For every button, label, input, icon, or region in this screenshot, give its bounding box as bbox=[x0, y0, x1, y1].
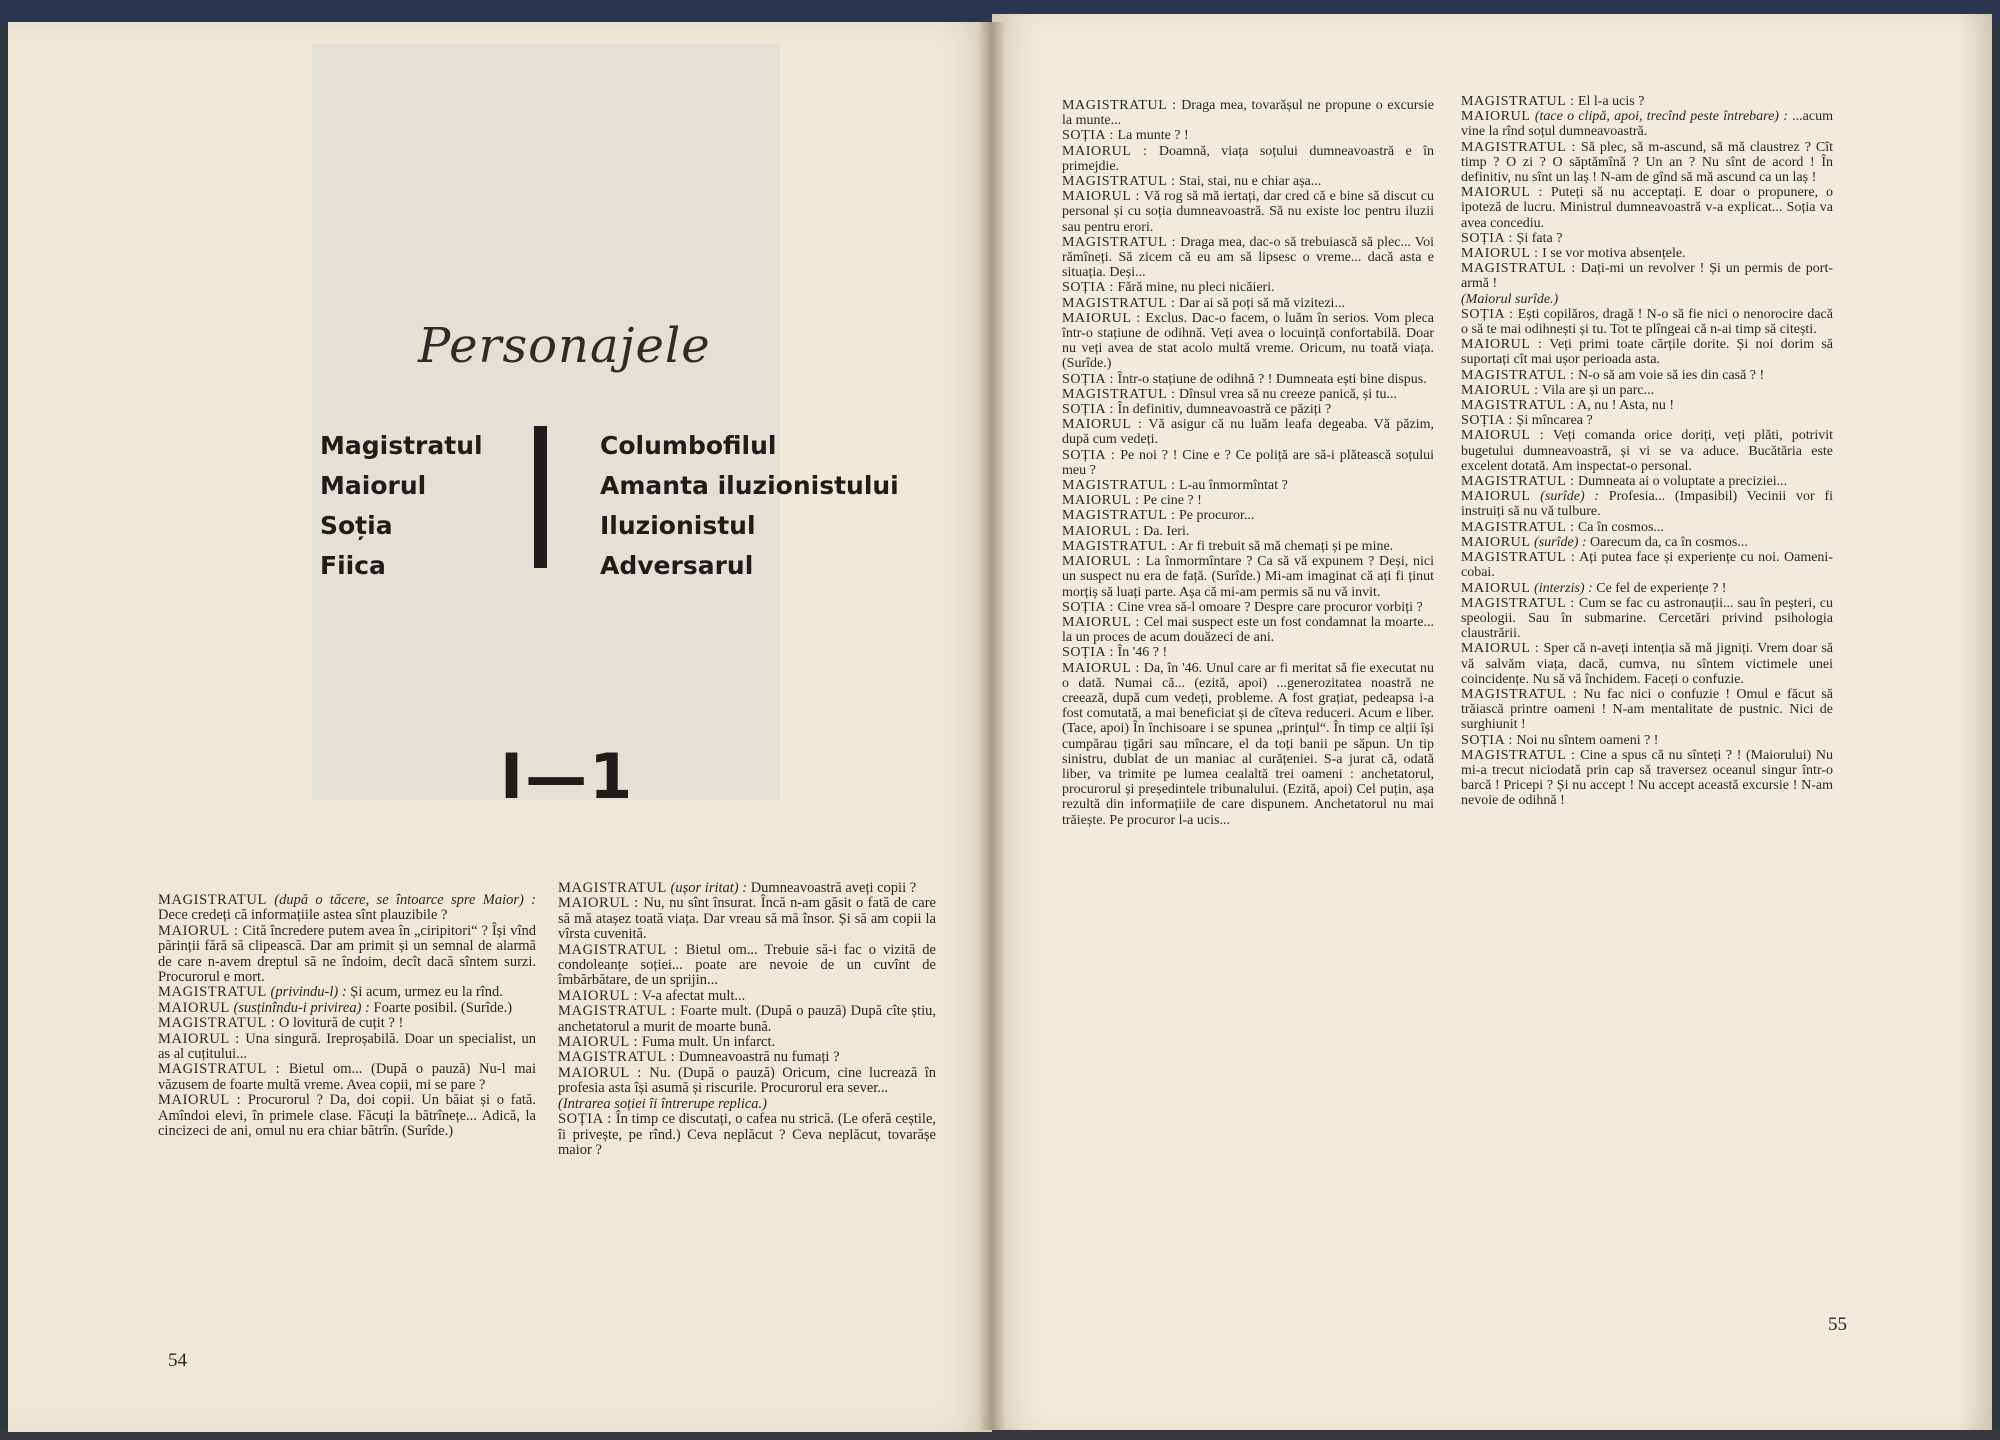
speaker-name: SOȚIA : bbox=[1461, 230, 1514, 246]
dialogue-line bbox=[1461, 489, 1833, 519]
dialogue-text: Veți primi toate cărțile dorite. Și noi dorim să suportați cît mai ușor perioada asta. bbox=[1461, 337, 1833, 368]
dialogue-text: Oarecum da, ca în cosmos... bbox=[1586, 534, 1748, 550]
speaker-name: MAGISTRATUL : bbox=[158, 1015, 276, 1032]
dialogue-text: Pe noi ? ! Cine e ? Ce poliță are să-i plătească soțului meu ? bbox=[1062, 447, 1434, 478]
dialogue-text: Una singură. Ireproșabilă. Doar un specialist, un as al cuțitului... bbox=[158, 1030, 536, 1063]
dialogue-line bbox=[1062, 387, 1434, 402]
dialogue-line bbox=[158, 985, 536, 1000]
speaker-name: MAIORUL : bbox=[558, 987, 639, 1004]
dialogue-line bbox=[1461, 641, 1833, 687]
speaker-name: MAGISTRATUL : bbox=[1461, 595, 1575, 611]
speaker-name: MAIORUL : bbox=[1062, 310, 1141, 326]
speaker-name: SOȚIA : bbox=[1461, 413, 1514, 429]
dialogue-line bbox=[1062, 417, 1434, 447]
stage-direction: (Intrarea soției îi întrerupe replica.) bbox=[558, 1095, 768, 1112]
speaker-name: MAGISTRATUL : bbox=[1461, 686, 1578, 702]
dialogue-text: Ați putea face și experiențe cu noi. Oameni-cobai. bbox=[1461, 550, 1833, 581]
dialogue-line bbox=[558, 989, 936, 1004]
dialogue-text: Procurorul ? Da, doi copii. Un băiat și o fată. Amîndoi elevi, în primele clase. Făcuți la bătrînețe... Adică, la cincizeci de ani, omul nu era chiar bătrîn. (Surîde.) bbox=[158, 1092, 536, 1140]
speaker-name: MAIORUL : bbox=[558, 895, 639, 912]
dialogue-line bbox=[158, 1062, 536, 1093]
speaker-name: MAIORUL : bbox=[1062, 523, 1140, 539]
dialogue-line bbox=[558, 943, 936, 989]
page-edge bbox=[1960, 14, 1992, 1430]
dialogue-text: Dece credeți că informațiile astea sînt plauzibile ? bbox=[158, 907, 448, 924]
dialogue-text: Ar fi trebuit să mă chemați și pe mine. bbox=[1175, 538, 1394, 554]
dialogue-line bbox=[1062, 448, 1434, 478]
dialogue-line bbox=[558, 1035, 936, 1050]
dialogue-text: Nu. (După o pauză) Oricum, cine lucrează în profesia asta își asumă și riscurile. Procurorul era sever... bbox=[558, 1064, 936, 1097]
dialogue-line bbox=[1461, 748, 1833, 809]
dialogue-text: L-au înmormîntat ? bbox=[1175, 478, 1288, 494]
speaker-name: MAIORUL : bbox=[1062, 143, 1148, 159]
speaker-name: MAIORUL : bbox=[1461, 337, 1543, 353]
speaker-name: MAGISTRATUL : bbox=[1062, 174, 1176, 190]
dialogue-line bbox=[1062, 661, 1434, 828]
dialogue-text: Cită încredere putem avea în „ciripitori“ ? Își vînd părinții fără să clipească. Dar am primit și un semnal de alarmă de care n-avem dreptul să ne îndoim, decît dacă sîntem surzi. Procurorul e mort. bbox=[158, 922, 536, 986]
dialogue-line bbox=[1062, 296, 1434, 311]
cast-panel bbox=[312, 44, 780, 800]
dialogue-text: La munte ? ! bbox=[1114, 128, 1189, 144]
speaker-name: MAIORUL : bbox=[1461, 428, 1545, 444]
dialogue-line bbox=[1062, 508, 1434, 523]
dialogue-text: O lovitură de cuțit ? ! bbox=[275, 1015, 404, 1032]
speaker-name: SOȚIA : bbox=[1062, 280, 1115, 296]
speaker-name: MAIORUL : bbox=[1062, 417, 1143, 433]
dialogue-text: Bietul om... (După o pauză) Nu-l mai văzusem de foarte multă vreme. Avea copii, mi se pare ? bbox=[158, 1061, 536, 1093]
dialogue-line bbox=[158, 1093, 536, 1139]
dialogue-text: În definitiv, dumneavoastră ce păziți ? bbox=[1114, 402, 1332, 418]
speaker-name: SOȚIA : bbox=[1461, 306, 1514, 322]
dialogue-text: Da. Ieri. bbox=[1139, 523, 1190, 539]
dialogue-text: Vila are și un parc... bbox=[1538, 382, 1655, 398]
speaker-name: MAGISTRATUL : bbox=[1461, 519, 1575, 535]
speaker-name: MAIORUL : bbox=[1062, 493, 1140, 509]
cast-name: Magistratul bbox=[320, 431, 483, 460]
dialogue-text: Dumneavoastră aveți copii ? bbox=[747, 880, 917, 896]
cast-divider bbox=[534, 426, 547, 568]
dialogue-line bbox=[1062, 128, 1434, 143]
dialogue-text: Pe cine ? ! bbox=[1139, 493, 1202, 509]
speaker-name: MAIORUL : bbox=[1062, 614, 1140, 630]
speaker-name: MAGISTRATUL : bbox=[1062, 386, 1176, 402]
cast-heading: Personajele bbox=[418, 318, 711, 374]
speaker-name: MAGISTRATUL : bbox=[558, 1049, 676, 1066]
dialogue-line bbox=[558, 1050, 936, 1065]
speaker-name: MAGISTRATUL : bbox=[1461, 550, 1576, 566]
dialogue-line bbox=[1461, 307, 1833, 337]
dialogue-line bbox=[1461, 383, 1833, 398]
speaker-name: MAGISTRATUL : bbox=[1062, 234, 1177, 250]
speaker-name: SOȚIA : bbox=[1062, 371, 1115, 387]
speaker-name: MAIORUL : bbox=[158, 1092, 242, 1109]
speaker-name: SOȚIA : bbox=[1062, 402, 1115, 418]
speaker-name: MAGISTRATUL : bbox=[1461, 474, 1575, 490]
dialogue-text: Veți comanda orice doriți, veți plăti, potrivit bugetului dumneavoastră, și vi se va aduce. Bucătăria este excelent dotată. Am inspectat-o personal. bbox=[1461, 428, 1833, 474]
dialogue-text: Draga mea, tovarășul ne propune o excursie la munte... bbox=[1062, 98, 1434, 129]
dialogue-line bbox=[1461, 687, 1833, 733]
dialogue-line bbox=[558, 1097, 936, 1112]
dialogue-line bbox=[1461, 246, 1833, 261]
cast-name: Iluzionistul bbox=[600, 511, 756, 540]
stage-direction: (susținîndu-i privirea) : bbox=[233, 999, 370, 1016]
dialogue-line bbox=[1461, 109, 1833, 139]
dialogue-text: Dumneavoastră nu fumați ? bbox=[675, 1049, 840, 1066]
dialogue-line bbox=[1062, 235, 1434, 281]
dialogue-line bbox=[1062, 615, 1434, 645]
dialogue-text: Stai, stai, nu e chiar așa... bbox=[1175, 174, 1322, 190]
speaker-name: MAGISTRATUL : bbox=[1461, 398, 1575, 414]
speaker-name: MAGISTRATUL : bbox=[1062, 538, 1176, 554]
speaker-name: SOȚIA : bbox=[558, 1111, 612, 1128]
dialogue-line bbox=[1062, 493, 1434, 508]
dialogue-line bbox=[1461, 596, 1833, 642]
dialogue-line bbox=[558, 1004, 936, 1035]
cast-list-right bbox=[600, 426, 899, 586]
dialogue-column-1 bbox=[158, 893, 536, 1140]
stage-direction: (Maiorul surîde.) bbox=[1461, 291, 1559, 307]
dialogue-text: Nu fac nici o confuzie ! Omul e făcut să trăiască printre oameni ! N-am mentalitate de pustnic. Nici de surghiunit ! bbox=[1461, 686, 1833, 733]
dialogue-line bbox=[1461, 474, 1833, 489]
stage-direction: (privindu-l) : bbox=[270, 984, 347, 1001]
dialogue-text: Și mîncarea ? bbox=[1513, 413, 1593, 429]
dialogue-text: Să plec, să m-ascund, să mă claustrez ? Cît timp ? O zi ? O săptămînă ? Un an ? Nu sînt de acord ! În definitiv, nu sînt un laș ! N-am de gînd să mă ascund ca un laș ! bbox=[1461, 139, 1834, 186]
dialogue-line bbox=[1062, 311, 1434, 372]
speaker-name: MAIORUL : bbox=[1062, 660, 1140, 676]
speaker-name: MAGISTRATUL : bbox=[558, 1003, 676, 1020]
dialogue-text: I se vor motiva absențele. bbox=[1538, 246, 1686, 262]
speaker-name: MAIORUL bbox=[1461, 489, 1531, 505]
speaker-name: MAGISTRATUL : bbox=[558, 941, 679, 958]
dialogue-text: Dînsul vrea să nu creeze panică, și tu... bbox=[1175, 386, 1398, 402]
dialogue-line bbox=[1062, 174, 1434, 189]
dialogue-line bbox=[1461, 550, 1833, 580]
dialogue-line bbox=[1461, 368, 1833, 383]
dialogue-text: Foarte posibil. (Surîde.) bbox=[369, 999, 513, 1016]
dialogue-text: Și fata ? bbox=[1513, 230, 1563, 246]
dialogue-text: N-o să am voie să ies din casă ? ! bbox=[1574, 367, 1765, 383]
dialogue-line bbox=[1062, 478, 1434, 493]
dialogue-column-3 bbox=[1062, 98, 1434, 828]
dialogue-line bbox=[1062, 402, 1434, 417]
stage-direction: (tace o clipă, apoi, trecînd peste întrebare) : bbox=[1534, 109, 1788, 125]
speaker-name: MAGISTRATUL : bbox=[1461, 139, 1576, 155]
cast-name: Maiorul bbox=[320, 471, 427, 500]
dialogue-text: Pe procuror... bbox=[1175, 508, 1255, 524]
speaker-name: MAGISTRATUL : bbox=[1461, 94, 1575, 109]
dialogue-text: Vă rog să mă iertați, dar cred că e bine să discut cu personal și cu soția dumneavoastră. Să nu existe loc pentru iluzii sau pentru erori. bbox=[1062, 189, 1434, 235]
dialogue-text: V-a afectat mult... bbox=[638, 987, 746, 1004]
dialogue-line bbox=[1062, 280, 1434, 295]
cast-name: Soția bbox=[320, 511, 393, 540]
dialogue-line bbox=[558, 1112, 936, 1158]
speaker-name: MAIORUL : bbox=[1461, 641, 1540, 657]
dialogue-text: Ești copilăros, dragă ! N-o să fie nici o nenorocire dacă o să te mai odihnești și tu. Tot te plîngeai că n-ai timp să citești. bbox=[1461, 306, 1833, 338]
speaker-name: MAIORUL : bbox=[1062, 554, 1141, 570]
dialogue-text: Nu, nu sînt însurat. Încă n-am găsit o fată de care să mă atașez toată viața. Dar vreau să mă însor. Și să am copii la vîrsta cuvenită. bbox=[558, 895, 936, 943]
dialogue-text: Foarte mult. (După o pauză) După cîte știu, anchetatorul a murit de moarte bună. bbox=[558, 1003, 936, 1035]
cast-name: Adversarul bbox=[600, 551, 754, 580]
dialogue-text: Bietul om... Trebuie să-i fac o vizită de condoleanțe soției... poate are nevoie de un cuvînt de îmbărbătare, de un sprijin... bbox=[558, 941, 936, 989]
dialogue-line bbox=[1062, 645, 1434, 660]
dialogue-text: Da, în '46. Unul care ar fi meritat să fie executat nu o dată. Numai că... (ezită, apoi) ...generozitatea noastră ne creează, după cum vedeți, probleme. A fost grațiat, pedeapsa i-a fost comutată, a mai beneficiat și de cîteva reduceri. Acum e liber. (Tace, apoi) În închisoare i se spunea „prințul“. În timp ce alții își cumpărau țigări sau mîncare, el da toți banii pe săpun. Un tip sinistru, dublat de un maniac al curățeniei. S-a jurat că, odată liber, va trimite pe lumea cealaltă trei oameni : anchetatorul, procurorul și președintele tribunalului. (Ezită, apoi) Cel puțin, așa rezultă din informațiile de care dispunem. Anchetatorul nu mai trăiește. Pe procuror l-a ucis... bbox=[1062, 660, 1434, 828]
dialogue-line bbox=[1461, 581, 1833, 596]
dialogue-line bbox=[558, 896, 936, 942]
dialogue-text: Profesia... (Impasibil) Vecinii vor fi instruiți să nu vă tulbure. bbox=[1461, 489, 1834, 520]
speaker-name: MAGISTRATUL : bbox=[1461, 747, 1576, 763]
speaker-name: MAGISTRATUL : bbox=[1461, 261, 1576, 277]
speaker-name: MAGISTRATUL bbox=[158, 984, 267, 1001]
dialogue-text: La înmormîntare ? Ca să vă expunem ? Deși, nici un suspect nu era de față. (Surîde.) Mi-am imaginat că ați fi ținut morțiș să luați parte. Așa că mi-am permis să nu vă invit. bbox=[1062, 554, 1434, 600]
dialogue-line bbox=[1062, 600, 1434, 615]
dialogue-line bbox=[1461, 261, 1833, 291]
speaker-name: MAGISTRATUL : bbox=[1062, 295, 1176, 311]
dialogue-column-2 bbox=[558, 881, 936, 1158]
dialogue-text: Cine vrea să-l omoare ? Despre care procuror vorbiți ? bbox=[1114, 599, 1423, 615]
dialogue-text: Puteți să nu acceptați. E doar o propunere, o ipoteză de lucru. Ministrul dumneavoastră v-a explicat... Soția va avea concediu. bbox=[1461, 185, 1833, 231]
dialogue-text: Exclus. Dac-o facem, o luăm în serios. Vom pleca într-o stațiune de odihnă. Veți avea o locuință confortabilă. Doar nu veți avea de stat acolo multă vreme. Oricum, nu toată viața. (Surîde.) bbox=[1062, 310, 1434, 372]
dialogue-text: ...acum vine la rînd soțul dumneavoastră. bbox=[1461, 109, 1833, 140]
dialogue-line bbox=[1461, 733, 1833, 748]
dialogue-text: Cine a spus că nu sînteți ? ! (Maiorului) Nu mi-a trecut niciodată prin cap să traversez oceanul singur într-o barcă ! Pricepi ? Și nu accept ! Nu accept această excursie ! N-am nevoie de odihnă ! bbox=[1461, 747, 1833, 809]
cast-name: Amanta iluzionistului bbox=[600, 471, 899, 500]
dialogue-line bbox=[1461, 231, 1833, 246]
stage-direction: (surîde) : bbox=[1540, 489, 1600, 505]
dialogue-text: Vă asigur că nu luăm leafa degeaba. Vă păzim, după cum vedeți. bbox=[1062, 417, 1434, 448]
dialogue-line bbox=[1461, 337, 1833, 367]
speaker-name: MAGISTRATUL : bbox=[1062, 508, 1176, 524]
dialogue-text: El l-a ucis ? bbox=[1574, 94, 1645, 109]
speaker-name: SOȚIA : bbox=[1062, 447, 1116, 463]
dialogue-text: Draga mea, dac-o să trebuiască să plec... Voi rămîneți. Să zicem că eu am să lipsesc o vreme... dacă asta e situația. Deși... bbox=[1062, 234, 1435, 281]
page-number-right: 55 bbox=[1828, 1314, 1847, 1335]
dialogue-text: Fără mine, nu pleci nicăieri. bbox=[1114, 280, 1275, 296]
dialogue-line bbox=[1461, 292, 1833, 307]
speaker-name: MAGISTRATUL : bbox=[1062, 98, 1177, 113]
dialogue-line bbox=[1461, 428, 1833, 474]
speaker-name: MAGISTRATUL bbox=[158, 892, 267, 908]
speaker-name: SOȚIA : bbox=[1062, 645, 1115, 661]
dialogue-text: Într-o stațiune de odihnă ? ! Dumneata ești bine dispus. bbox=[1114, 371, 1427, 387]
page-number-left: 54 bbox=[168, 1350, 187, 1371]
dialogue-text: Doamnă, viața soțului dumneavoastră e în primejdie. bbox=[1062, 143, 1434, 174]
dialogue-text: Ce fel de experiențe ? ! bbox=[1592, 580, 1727, 596]
dialogue-text: A, nu ! Asta, nu ! bbox=[1574, 398, 1675, 414]
dialogue-text: Cum se fac cu astronauții... sau în peșteri, cu speologii. Sau în submarine. Cercetări privind psihologia claustrării. bbox=[1461, 595, 1833, 642]
dialogue-line bbox=[1062, 524, 1434, 539]
scene-number: I—1 bbox=[500, 740, 635, 813]
speaker-name: MAIORUL bbox=[1461, 534, 1531, 550]
stage-direction: (surîde) : bbox=[1534, 534, 1587, 550]
speaker-name: SOȚIA : bbox=[1062, 599, 1115, 615]
dialogue-text: Și acum, urmez eu la rînd. bbox=[346, 984, 503, 1001]
dialogue-line bbox=[1062, 554, 1434, 600]
speaker-name: MAIORUL : bbox=[1062, 189, 1141, 205]
speaker-name: MAIORUL bbox=[1461, 580, 1531, 596]
speaker-name: MAIORUL bbox=[158, 999, 230, 1016]
dialogue-line bbox=[1461, 413, 1833, 428]
dialogue-line bbox=[158, 924, 536, 986]
dialogue-line bbox=[158, 1016, 536, 1031]
speaker-name: MAIORUL : bbox=[158, 1030, 240, 1047]
speaker-name: MAGISTRATUL bbox=[558, 880, 667, 896]
speaker-name: MAGISTRATUL : bbox=[1461, 367, 1575, 383]
stage-direction: (ușor iritat) : bbox=[670, 880, 748, 896]
dialogue-text: Fuma mult. Un infarct. bbox=[638, 1034, 776, 1051]
speaker-name: MAIORUL : bbox=[158, 922, 239, 939]
cast-name: Fiica bbox=[320, 551, 386, 580]
dialogue-line bbox=[1062, 189, 1434, 235]
dialogue-line bbox=[1461, 535, 1833, 550]
dialogue-line bbox=[1062, 98, 1434, 128]
dialogue-text: Dați-mi un revolver ! Și un permis de port-armă ! bbox=[1461, 261, 1834, 292]
dialogue-text: Dar ai să poți să mă vizitezi... bbox=[1175, 295, 1345, 311]
speaker-name: MAIORUL : bbox=[1461, 185, 1543, 201]
dialogue-line bbox=[1062, 539, 1434, 554]
speaker-name: MAGISTRATUL : bbox=[1062, 478, 1176, 494]
dialogue-line bbox=[158, 1032, 536, 1063]
cast-list-left bbox=[320, 426, 483, 586]
speaker-name: MAIORUL : bbox=[558, 1034, 639, 1051]
dialogue-text: Dumneata ai o voluptate a preciziei... bbox=[1574, 474, 1788, 490]
stage-direction: (interzis) : bbox=[1534, 580, 1593, 596]
cast-name: Columbofilul bbox=[600, 431, 777, 460]
speaker-name: MAGISTRATUL : bbox=[158, 1061, 281, 1078]
speaker-name: SOȚIA : bbox=[1062, 128, 1115, 144]
dialogue-line bbox=[1062, 144, 1434, 174]
speaker-name: MAIORUL : bbox=[1461, 246, 1539, 262]
dialogue-line bbox=[558, 1066, 936, 1097]
book-gutter bbox=[978, 22, 1006, 1430]
dialogue-line bbox=[1461, 185, 1833, 231]
dialogue-text: Noi nu sîntem oameni ? ! bbox=[1513, 732, 1659, 748]
dialogue-line bbox=[1062, 372, 1434, 387]
dialogue-line bbox=[158, 1001, 536, 1016]
stage-direction: (după o tăcere, se întoarce spre Maior) : bbox=[274, 892, 536, 908]
dialogue-line bbox=[1461, 520, 1833, 535]
dialogue-line bbox=[1461, 140, 1833, 186]
dialogue-line bbox=[1461, 398, 1833, 413]
speaker-name: MAIORUL bbox=[1461, 109, 1531, 125]
dialogue-text: Sper că n-aveți intenția să mă jigniți. Vrem doar să vă salvăm viața, dacă, cumva, nu sîntem victimele unei coincidențe. Nu să vă închidem. Faceți o confuzie. bbox=[1461, 641, 1833, 687]
dialogue-text: Ca în cosmos... bbox=[1574, 519, 1664, 535]
speaker-name: SOȚIA : bbox=[1461, 732, 1514, 748]
speaker-name: MAIORUL : bbox=[1461, 382, 1539, 398]
dialogue-line bbox=[1461, 94, 1833, 109]
dialogue-text: Cel mai suspect este un fost condamnat la moarte... la un proces de acum douăzeci de ani. bbox=[1062, 614, 1434, 646]
dialogue-line bbox=[158, 893, 536, 924]
dialogue-column-4 bbox=[1461, 94, 1833, 809]
speaker-name: MAIORUL : bbox=[558, 1064, 642, 1081]
dialogue-text: În timp ce discutați, o cafea nu strică. (Le oferă ceștile, îi privește, pe rînd.) Ceva neplăcut ? Ceva neplăcut, tovarășe maior ? bbox=[558, 1111, 937, 1158]
dialogue-text: În '46 ? ! bbox=[1114, 645, 1168, 661]
